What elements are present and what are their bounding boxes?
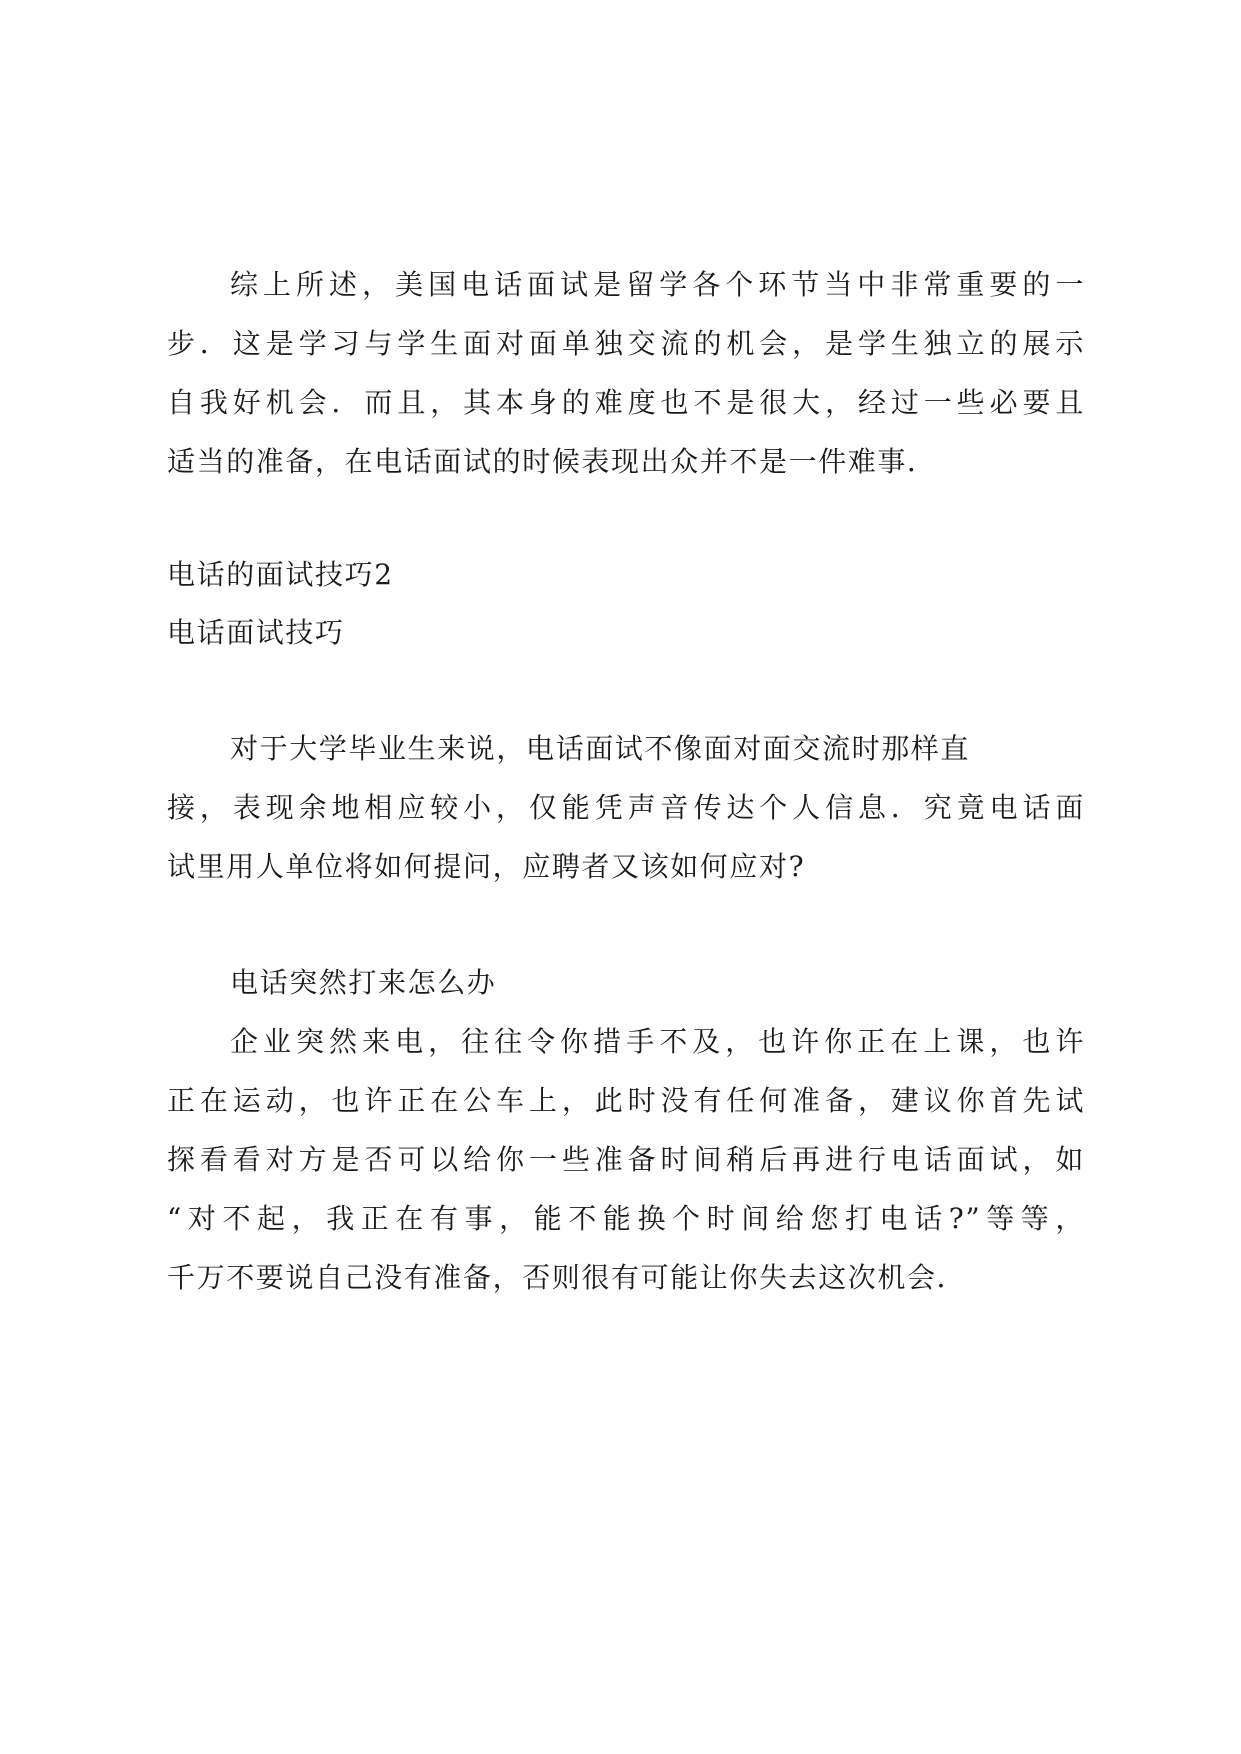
paragraph-line: 适当的准备，在电话面试的时候表现出众并不是一件难事． — [167, 445, 937, 478]
paragraph-line: 千万不要说自己没有准备，否则很有可能让你失去这次机会． — [167, 1261, 967, 1294]
section-subtitle: 电话面试技巧 — [167, 616, 345, 649]
paragraph-line: 步．这是学习与学生面对面单独交流的机会，是学生独立的展示 — [167, 327, 1085, 360]
paragraph-line: 接，表现余地相应较小，仅能凭声音传达个人信息．究竟电话面 — [167, 791, 1085, 824]
paragraph-sudden-call — [167, 1012, 1085, 1307]
paragraph-line: 企业突然来电，往往令你措手不及，也许你正在上课，也许 — [230, 1025, 1085, 1058]
paragraph-line: 自我好机会．而且，其本身的难度也不是很大，经过一些必要且 — [167, 386, 1085, 419]
paragraph-line: 正在运动，也许正在公车上，此时没有任何准备，建议你首先试 — [167, 1084, 1085, 1117]
subheading: 电话突然打来怎么办 — [230, 966, 497, 999]
section-heading — [167, 545, 1085, 604]
section-title: 电话的面试技巧2 — [167, 558, 394, 591]
section-subtitle-block — [167, 603, 1085, 662]
paragraph-line: 试里用人单位将如何提问，应聘者又该如何应对? — [167, 850, 806, 883]
paragraph-line: 综上所述，美国电话面试是留学各个环节当中非常重要的一 — [230, 268, 1085, 301]
paragraph-line: 对于大学毕业生来说，电话面试不像面对面交流时那样直 — [230, 732, 971, 765]
paragraph-summary — [167, 255, 1085, 491]
subheading-block — [167, 953, 1085, 1012]
paragraph-line: “对不起，我正在有事，能不能换个时间给您打电话?”等等， — [167, 1202, 1085, 1235]
paragraph-line: 探看看对方是否可以给你一些准备时间稍后再进行电话面试，如 — [167, 1143, 1085, 1176]
paragraph-intro — [167, 719, 1085, 896]
